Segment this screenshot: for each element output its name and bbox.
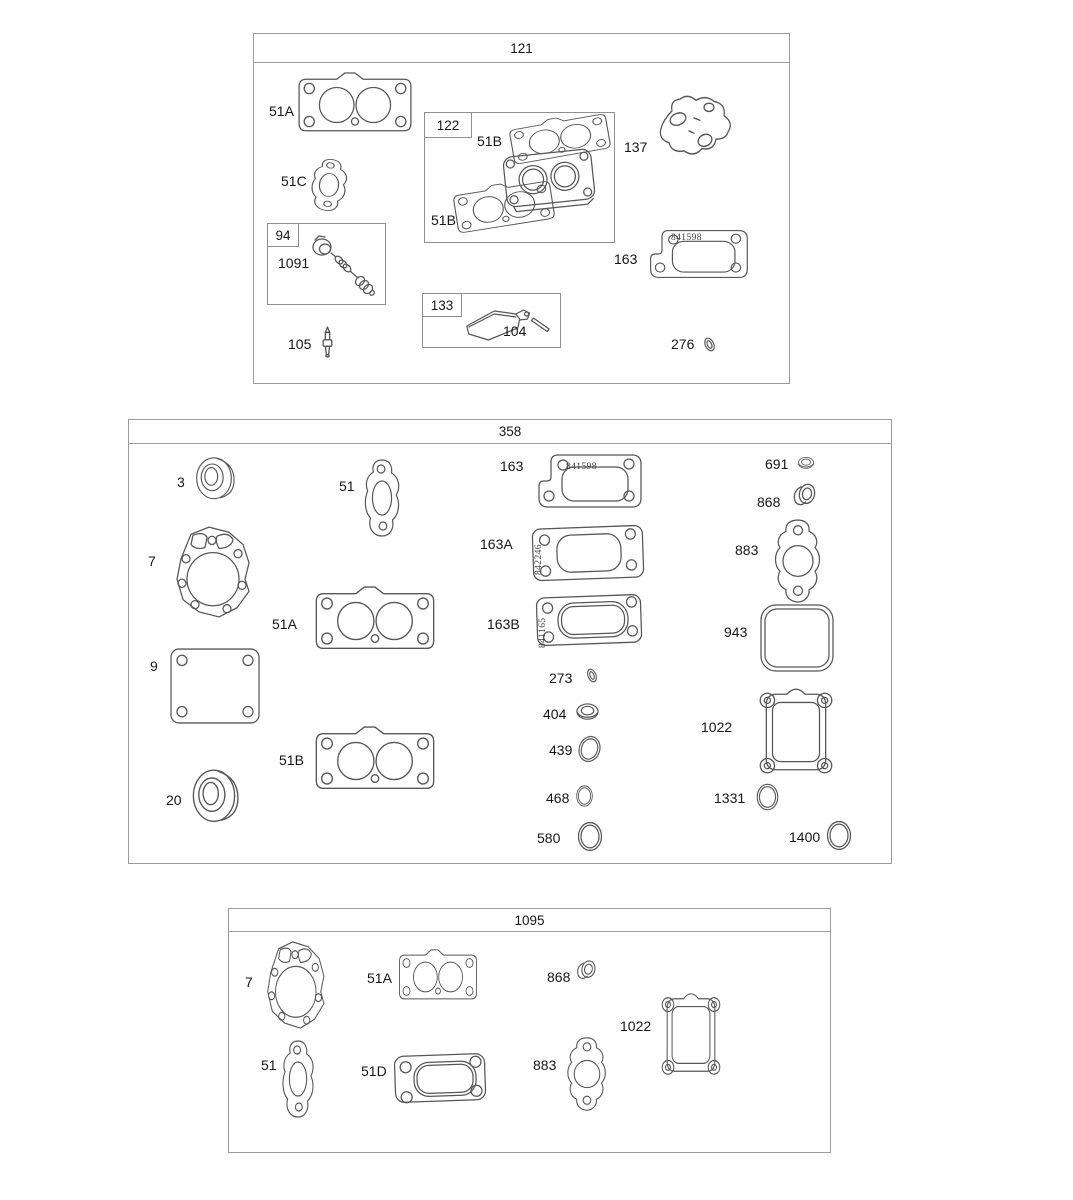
part-drawing-3-oil-seal: [193, 456, 235, 504]
part-drawing-883-carburetor-gasket: [771, 518, 825, 604]
part-drawing-137-breather-gasket: [642, 92, 740, 158]
part-label-1022: 1022: [620, 1018, 652, 1034]
part-163-stamp-number: 841598: [566, 462, 597, 472]
part-label-883: 883: [735, 542, 759, 558]
part-label-883: 883: [533, 1057, 557, 1073]
part-label-3: 3: [177, 474, 185, 490]
part-drawing-7-cylinder-head-gasket: [263, 937, 327, 1031]
part-label-51b: 51B: [279, 752, 304, 768]
part-drawing-1400-o-ring: [825, 819, 853, 852]
part-drawing-105-inlet-needle: [320, 326, 335, 358]
part-label-1331: 1331: [714, 790, 746, 806]
part-label-51: 51: [339, 478, 355, 494]
part-label-51a: 51A: [367, 970, 392, 986]
part-drawing-404-grommet: [575, 702, 600, 723]
part-drawing-51a-two-port-gasket: [311, 586, 439, 656]
box-121-header: [254, 34, 789, 63]
part-label-163: 163: [500, 458, 524, 474]
gasket-set-box-1095: [228, 908, 831, 1153]
part-drawing-51c-exhaust-gasket: [305, 156, 353, 215]
part-drawing-1022-valve-cover-gasket: [750, 680, 842, 782]
part-drawing-276-seal: [702, 335, 717, 354]
part-label-163b: 163B: [487, 616, 520, 632]
part-label-276: 276: [671, 336, 695, 352]
box-1095-header: [229, 909, 830, 932]
part-label-105: 105: [288, 336, 312, 352]
part-drawing-439-o-ring: [573, 731, 606, 767]
box-358-header: [129, 420, 891, 444]
part-label-20: 20: [166, 792, 182, 808]
part-drawing-163-intake-gasket: [532, 450, 646, 512]
part-drawing-1091-needle-valve-assembly: [308, 234, 378, 298]
part-drawing-163b-intake-gasket: [532, 588, 646, 650]
part-label-51a: 51A: [272, 616, 297, 632]
subassembly-122-label-cell: [425, 113, 472, 138]
subassembly-94-label: 94: [275, 227, 291, 243]
part-drawing-51b-two-port-gasket: [311, 726, 439, 796]
part-drawing-868-welch-plug: [789, 482, 817, 510]
part-label-691: 691: [765, 456, 789, 472]
part-label-7: 7: [148, 553, 156, 569]
subassembly-94-label-cell: [268, 224, 299, 247]
part-drawing-51-exhaust-gasket: [361, 458, 403, 538]
part-label-51: 51: [261, 1057, 277, 1073]
part-drawing-20-oil-seal: [189, 768, 239, 828]
subassembly-box-122: [424, 112, 615, 243]
part-label-943: 943: [724, 624, 748, 640]
part-drawing-51d-intake-gasket: [392, 1047, 490, 1107]
part-drawing-883-carburetor-gasket: [564, 1036, 610, 1112]
part-label-51a: 51A: [269, 103, 294, 119]
part-drawing-273-seal: [585, 666, 599, 685]
part-label-163a: 163A: [480, 536, 513, 552]
part-label-51b-top: 51B: [477, 133, 502, 149]
part-label-404: 404: [543, 706, 567, 722]
subassembly-133-label: 133: [430, 297, 454, 313]
gasket-set-box-358: [128, 419, 892, 864]
part-label-7: 7: [245, 974, 253, 990]
part-label-137: 137: [624, 139, 648, 155]
part-label-51b-bottom: 51B: [431, 212, 456, 228]
part-label-51d: 51D: [361, 1063, 387, 1079]
part-163a-stamp-number: 842246: [534, 544, 544, 575]
part-label-868: 868: [757, 494, 781, 510]
part-drawing-1022-valve-cover-gasket: [654, 985, 728, 1083]
part-label-868: 868: [547, 969, 571, 985]
part-drawing-163a-intake-gasket: [527, 520, 651, 586]
part-label-273: 273: [549, 670, 573, 686]
part-label-1400: 1400: [789, 829, 821, 845]
part-drawing-580-o-ring: [576, 820, 604, 853]
gasket-set-box-121: [253, 33, 790, 384]
subassembly-box-133: [422, 293, 561, 348]
part-drawing-468-o-ring: [575, 784, 594, 808]
part-drawing-868-welch-plug: [573, 959, 597, 983]
part-label-580: 580: [537, 830, 561, 846]
part-drawing-9-square-gasket: [168, 646, 262, 726]
part-label-1091: 1091: [278, 255, 310, 271]
box-1095-title: 1095: [514, 912, 545, 928]
part-drawing-51a-two-port-gasket: [294, 72, 416, 138]
part-label-1022: 1022: [701, 719, 733, 735]
part-163b-stamp-number: 841165: [538, 617, 548, 648]
subassembly-box-94: [267, 223, 386, 305]
part-drawing-51b-bottom-gasket: [448, 175, 560, 239]
part-drawing-1331-o-ring: [755, 782, 780, 812]
part-label-439: 439: [549, 742, 573, 758]
part-label-104: 104: [503, 323, 527, 339]
part-163-stamp-number: 841598: [671, 233, 702, 243]
part-drawing-943-rocker-cover-gasket: [757, 601, 837, 675]
part-label-163: 163: [614, 251, 638, 267]
box-121-title: 121: [510, 40, 533, 56]
box-358-title: 358: [498, 424, 522, 439]
part-drawing-7-cylinder-head-gasket: [171, 522, 253, 620]
subassembly-133-label-cell: [423, 294, 462, 317]
subassembly-122-label: 122: [436, 117, 460, 133]
part-drawing-51-exhaust-gasket: [279, 1039, 317, 1119]
part-label-9: 9: [150, 658, 158, 674]
part-label-468: 468: [546, 790, 570, 806]
part-drawing-51a-two-port-gasket: [396, 949, 480, 1005]
part-label-51c: 51C: [281, 173, 307, 189]
part-drawing-691-washer-seal: [797, 456, 815, 471]
